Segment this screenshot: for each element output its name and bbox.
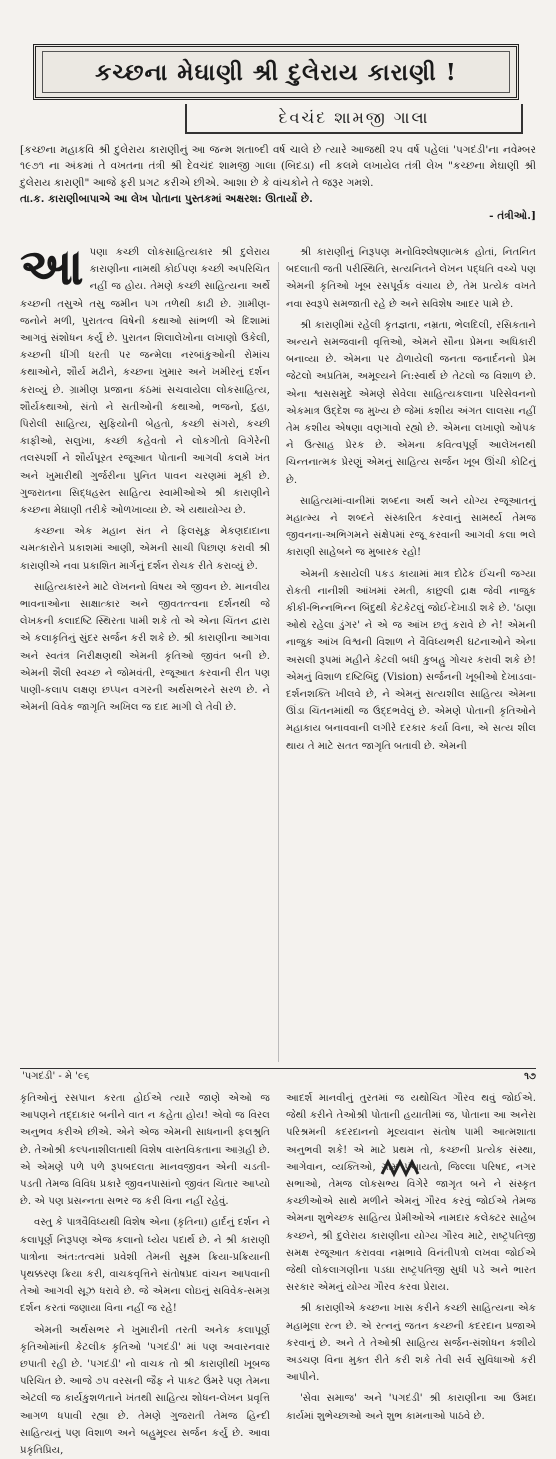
intro-credit: - તંત્રીઓ.] [489, 209, 536, 222]
title-inner-border [42, 51, 510, 93]
bottom-right-para-1: આદર્શ માનવીનું તુરતમાં જ યથોચિત ગૌરવ થવું જોઈએ. જેથી કરીને તેઓશ્રી પોતાની હયાતીમાં જ, પોતાના આ અનેરા પરિશ્રમની કદરદાનનો મૂલ્યવાન સંતોષ પામી આત્મશાતા અનુભવી શકે! એ માટે પ્રથમ તો, કચ્છની પ્રત્યેક સંસ્થા, આગેવાન, વ્યક્તિઓ, ગ્રામ પંચાયતો, જિલ્લા પરિષદ, નગર સભાઓ, તેમજ લોકસભ્ય વિગેરે જાગૃત બને ને સંસ્કૃત કચ્છીઓએ સાથે મળીને એમનું ગૌરવ કરવું જોઈએ તેમજ એમના શુભેચ્છક સાહિત્ય પ્રેમીઓએ નામદાર કલેક્ટર સાહેબ કચ્છને, શ્રી દુલેરાય કારાણીના યોગ્ય ગૌરવ માટે, રાષ્ટ્રપતિજી સમક્ષ રજૂઆત કરાવવા નમ્રભાવે વિનંતીપત્રો લખવા જોઈએ જેથી લોકલાગણીના પડઘા રાષ્ટ્રપતિજી સુધી પડે અને ભારત સરકાર એમનું યોગ્ય ગૌરવ કરવા પ્રેરાય. [286, 1093, 536, 1294]
intro-note: તા.ક. કારાણીબાપાએ આ લેખ પોતાના પુસ્તકમાં અક્ષરશ: ઊતાર્યો છે. [20, 193, 313, 206]
author-name: દેવચંદ શામજી ગાલા [278, 108, 430, 127]
right-para-2: શ્રી કારાણીમાં રહેલી કૃતજ્ઞતા, નમ્રતા, ભેલદિલી, રસિકતાને અન્યને સમજવાની વૃત્તિઓ, એમને સૌના પ્રેમના અધિકારી બનાવ્યા છે. એમના પર ઢોળાયેલી જનતા જનાર્દનનો પ્રેમ જેટલો અપ્રતિમ, અમૂલ્યને નિ:સ્વાર્થ છે તેટલો જ વિશાળ છે. એના શ્વસસમુદે એમણે સેવેલા સાહિત્યકલાના પરિસેવનનો એકમાત્ર ઉદ્દેશ જ મુખ્ય છે જેમાં કશીય અંગત લાલસા નહીં તેમ કશીય એષણા વણગાવો રહ્યો છે. એમના લખાણો ઓપક ને ઉત્સાહ પ્રેરક છે. એમના કવિત્વપૂર્ણ આલેખનથી ચિન્તનાત્મક પ્રેરણું એમનું સાહિત્ય સર્જન ખૂબ ઊંચી કોટિનું છે. [286, 319, 536, 486]
footer-issue: 'પગદંડી' - મે '૯૬ [22, 1071, 90, 1082]
left-column [20, 237, 270, 1062]
bottom-right-para-2: શ્રી કારાણીએ કચ્છના ખાસ કરીને કચ્છી સાહિત્યના એક મહામૂલા રત્ન છે. એ રત્નનું જતન કચ્છની કદરદાન પ્રજાએ કરવાનું છે. અને તે તેઓશ્રી સાહિત્ય સર્જન-સંશોધન કશીયે અડચણ વિના મુક્ત રીતે કરી શકે તેવી સર્વ સુવિધાઓ કરી આપીને. [286, 1303, 536, 1384]
end-ornament-icon [380, 1160, 420, 1176]
left-para-3: સાહિત્યકારને માટે લેખનનો વિષય એ જીવન છે. માનવીય ભાવનાઓના સાક્ષાત્કાર અને જીવતત્ત્વના દર્શનથી જે લેખકની કલાદષ્ટિ સ્થિરતા પામી શકે તો એ એના ચિંતન દ્વારા એ કલાકૃતિનું સુંદર સર્જન કરી શકે છે. શ્રી કારાણીના આગવા અને સ્વતંત્ર નિરીક્ષણથી એમની કૃતિઓ જીવંત બની છે. એમની શૈલી સ્વચ્છ ને જોમવંતી, રજૂઆત કરવાની રીત પણ પાણી-કલાપ લક્ષણ છપ્પન વગરની અર્થસભરને સરળ છે. ને એમની વિવેક જાગૃતિ અખિલ જ દાદ માગી લે તેવી છે. [20, 581, 270, 714]
footer-rule [20, 1068, 536, 1069]
bottom-left-para-3: એમની અર્થસભર ને ખુમારીની તરતી અનેક કલાપૂર્ણ કૃતિઓમાંની કેટલીક કૃતિઓ 'પગદંડી' માં પણ અવારનવાર છપાતી રહી છે. 'પગદંડી' નો વાચક તો શ્રી કારાણીથી ખૂબજ પરિચિત છે. આજે ૭૫ વરસની જૈફ ને પાકટ ઉંમરે પણ તેમના એટલી જ કાર્યકુશળતાને ખંતથી સાહિત્ય શોધન-લેખન પ્રવૃત્તિ આગળ ધપાવી રહ્યા છે. તેમણે ગુજરાતી તેમજ હિન્દી સાહિત્યનું પણ વિશાળ અને બહુમૂલ્ય સર્જન કર્યું છે. આવા પ્રકૃતિપ્રિય, [20, 1324, 270, 1457]
editor-intro [20, 142, 536, 224]
bottom-right-column [286, 1090, 536, 1422]
bottom-right-para-3: 'સેવા સમાજ' અને 'પગદંડી' શ્રી કારાણીના આ ઉમદા કાર્યમાં શુભેચ્છાઓ અને શુભ કામનાઓ પાઠવે છે. [286, 1393, 536, 1422]
left-para-2: કચ્છના એક મહાન સંત ને ફિલસૂફ મેકણદાદાના ચમત્કારોને પ્રકાશમાં આણી, એમની સાચી પિછાણ કરાવી શ્રી કારાણીએ નવા પ્રકાશિત માર્ગનું દર્શન રોચક રીતે કરાવ્યું છે. [20, 526, 270, 572]
bottom-left-para-1: કૃતિઓનું રસપાન કરતા હોઈએ ત્યારે જાણે એઓ જ આપણને તદ્દાકાર બનીને વાત ન કહેતા હોય! એવો જ વિરલ અનુભવ કરીએ છીએ. એને એજ એમની સાધનાની ફલશ્રુતિ છે. તેઓશ્રી કલ્પનાશીલતાથી વિશેષ વાસ્તવિકતાના આગ્રહી છે. એ એમણે પળે પળે રૂપબદલતા માનવજીવન એની ચડતી-પડતી તેમજ વિવિધ પ્રકારે જીવનપાસાંનો જીવંત ચિતાર આપ્યો છે. એ પણ પ્રસન્નતા સભર જ કરી વિના નહીં રહેવું. [20, 1093, 270, 1208]
left-para-1-text: પણા કચ્છી લોકસાહિત્યકાર શ્રી દુલેરાય કારાણીના નામથી કોઈપણ કચ્છી અપરિચિત નહીં જ હોય. તેમણે કચ્છી સાહિત્યના અર્થે કચ્છની તસુએ તસુ જમીન પગ તળેથી કાઢી છે. ગ્રામીણ-જનોને મળી, પુરાતત્વ વિષેની કથાઓ સાંભળી એ દિશામાં આગવું સંશોધન કર્યું છે. પુરાતન શિલાલેખોના લખાણો ઉકેલી, કચ્છની ધીંગી ધરતી પર જન્મેલા નરબાંકુઓની રોમાંચ કથાઓને, શૌર્ય મઢીને, કચ્છના ખુમાર અને ખમીરનું દર્શન કરાવ્યું છે. ગ્રામીણ પ્રજાના કંઠમાં સચવાયેલા લોકસાહિત્ય, શૌર્યકથાઓ, સંતો ને સતીઓની કથાઓ, ભજનો, દુહા, પિરોલી સાહિત્ય, સુફિયોની બેહતો, કચ્છી સંગરો, કચ્છી કાફીઓ, સલુખા, કચ્છી કહેવતો ને લોકગીતો વિગેરેની તલસ્પર્શી ને શૌર્યપૂરત રજૂઆત પોતાની આગવી કલમે ખંત અને ખુમારીથી ગુર્જરીના પુનિત પાવન ચરણમાં મૂકી છે. ગુજરાતના સિદ્ધહસ્ત સાહિત્ય સ્વામીઓએ શ્રી કારાણીને કચ્છના મેઘાણી તરીકે ઓળખાવ્યા છે. એ યથાયોગ્ય છે. [20, 247, 270, 517]
drop-cap: આ [20, 237, 84, 296]
column-divider [278, 262, 279, 1062]
author-box [185, 104, 523, 134]
page-number: ૧૭ [524, 1071, 536, 1082]
left-para-1 [20, 237, 270, 519]
article-title: કચ્છના મેઘાણી શ્રી દુલેરાય કારાણી ! [95, 58, 457, 86]
right-para-1: શ્રી કારાણીનું નિરૂપણ મનોવિશ્લેષણાત્મક હોતાં, નિતનિત બદલાતી જતી પરીસ્થિતિ, સત્યનિતને લેખન પદ્ધતિ વચ્ચે પણ એમની કૃતિઓ ખૂબ રસપૂર્વક વંચાય છે, તેમ પ્રત્યેક વખતે નવા સ્વરૂપે સમજાતી રહે છે અને સવિશેષ આદર પામે છે. [286, 247, 536, 310]
right-column [286, 244, 536, 1062]
right-para-4: એમની કસાયેલી પકડ કાયામાં માત્ર દોઢેક ઈંચની જગ્યા રોકતી નાનીશી આંખમાં રમતી, કાછુલી દ્રાક્ષ જેવી નાજુક કીકી-ભિન્નભિન્ન બિંદુથી કેટકેટલું જોઈ-દેખાડી શકે છે. 'ઠાણા ઓથે રહેલા ડુંગર' ને એ જ આંખ છતું કરાવે છે ને! એમની નાજુક આંખ વિશ્વની વિશાળ ને વૈવિધ્યભરી ઘટનાઓને એના અસલી રૂપમાં મહીને કેટલી બધી કુબહુ ગોચર કરાવી શકે છે! એમનું વિશાળ દષ્ટિબિંદુ (Vision) સર્જનની ખૂબીઓ દેખાડવા-દર્શનશક્તિ ખીલવે છે, ને એમનું સત્યશીલ સાહિત્ય એમના ઊંડા ચિંતનમાંથી જ ઉદ્દભવેલું છે. એમણે પોતાની કૃતિઓને મહાકાય બનાવવાની લગીરે દરકાર કર્યા વિના, એ સત્ય શીલ થાય તે માટે સતત જાગૃતિ બતાવી છે. એમની [286, 568, 536, 752]
right-para-3: સાહિત્યમાં-વાનીમાં શબ્દના અર્થ અને યોગ્ય રજૂઆતનું મહાત્મ્ય ને શબ્દને સંસ્કારિત કરવાનું સામર્થ્ય તેમજ જીવનના-અભિગમને સંક્ષેપમાં રજૂ કરવાની આગવી કલા ભલે કારાણી સાહેબને જ મુબારક રહો! [286, 495, 536, 559]
bottom-left-column [20, 1090, 270, 1457]
bottom-left-para-2: વસ્તુ કે પાત્રવૈવિધ્યથી વિશેષ એના (કૃતિના) હાર્દનું દર્શન ને કલાપૂર્ણ નિરૂપણ એજ કલાનો ધ્યેય પદાર્થ છે. ને શ્રી કારાણી પાત્રોના અંત:તત્વમાં પ્રવેશી તેમની સૂક્ષ્મ ક્રિયા-પ્રક્રિયાની પૃથક્કરણ ક્રિયા કરી, વાચકવૃત્તિને સંતોષપ્રદ વાંચન આપવાની તેઓ આગવી સૂઝ ધરાવે છે. જે એમના લોઇનું સવિવેક-સમગ્ર દર્શન કરતાં જણાયા વિના નહીં જ રહે! [20, 1217, 270, 1315]
title-frame [33, 44, 519, 100]
intro-text: [કચ્છના મહાકવિ શ્રી દુલેરાય કારાણીનું આ જન્મ શતાબ્દી વર્ષ ચાલે છે ત્યારે આજથી ૨૫ વર્ષ પહેલાં 'પગદંડી'ના નવેમ્બર ૧૯૭૧ ના અંકમાં તે વખતના તંત્રી શ્રી દેવચંદ શામજી ગાલા (બિદડા) ની કલમે લખાયેલ તંત્રી લેખ "કચ્છના મેઘાણી શ્રી દુલેરાય કારાણી" આજે ફરી પ્રગટ કરીએ છીએ. આશા છે કે વાંચકોને તે જરૂર ગમશે. [20, 144, 536, 189]
